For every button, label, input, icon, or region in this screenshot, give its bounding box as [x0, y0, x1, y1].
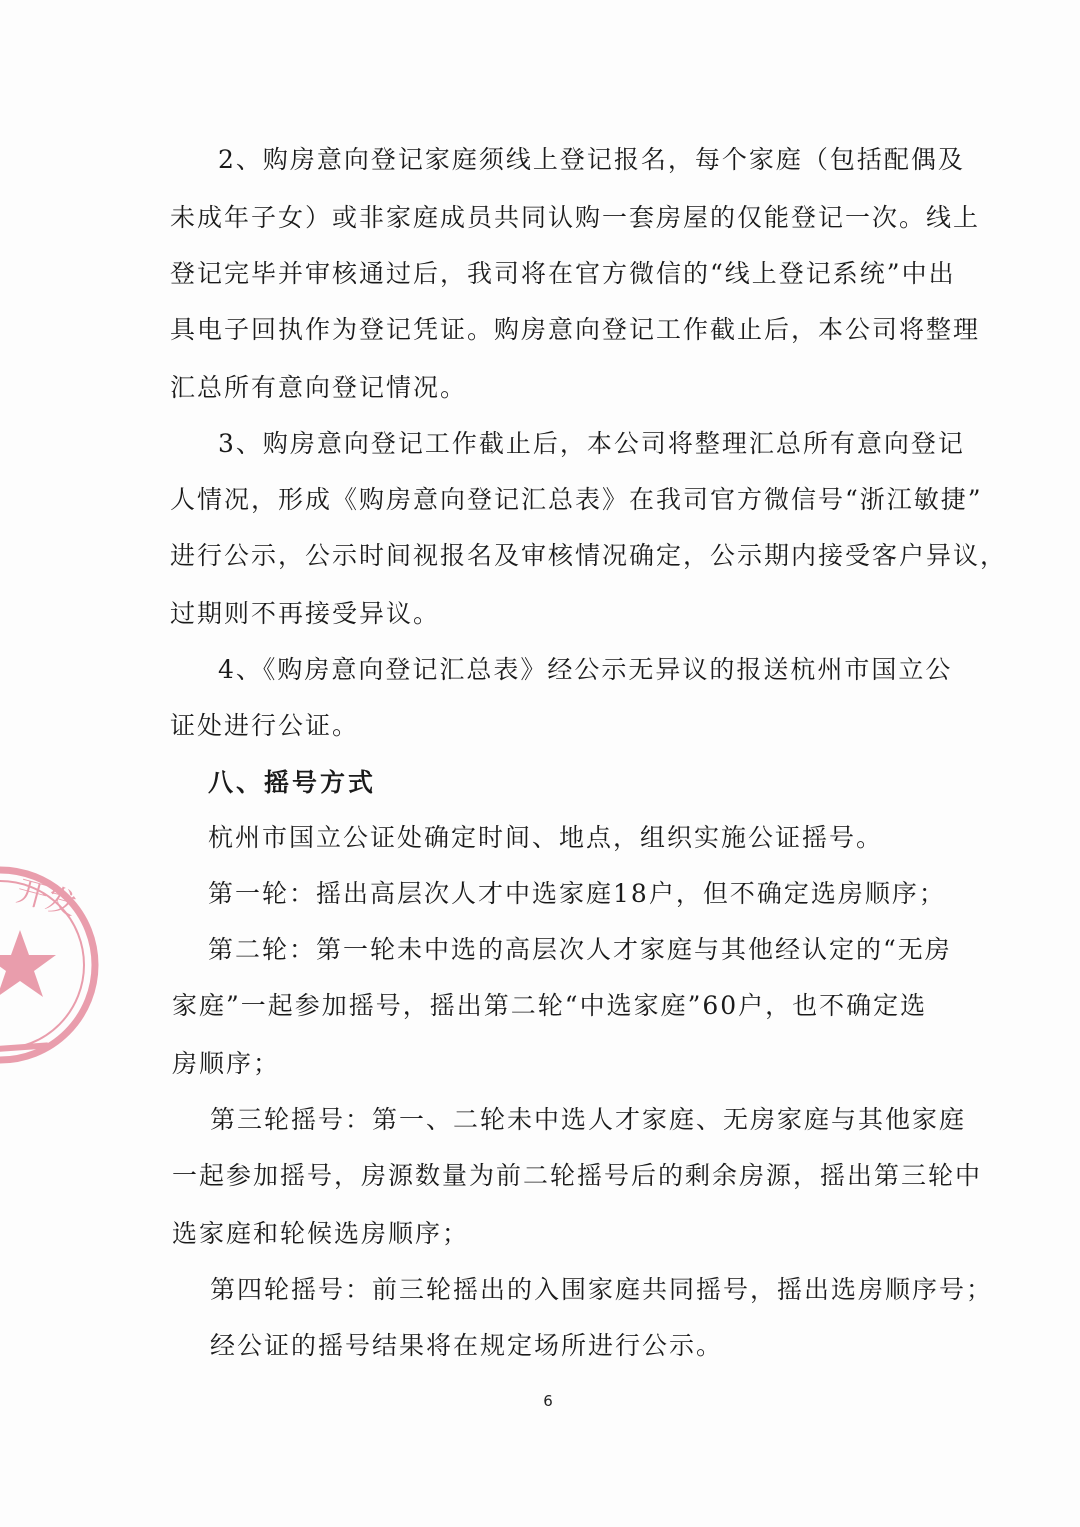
- round-4-paragraph: 第四轮摇号：前三轮摇出的入围家庭共同摇号，摇出选房顺序号；: [210, 1275, 994, 1304]
- round-2-line-1: 第二轮：第一轮未中选的高层次人才家庭与其他经认定的“无房: [208, 935, 952, 964]
- section-heading: 八、摇号方式: [208, 768, 377, 797]
- round-3-line-1: 第三轮摇号：第一、二轮未中选人才家庭、无房家庭与其他家庭: [210, 1105, 967, 1134]
- paragraph-2-line-1: 2、购房意向登记家庭须线上登记报名，每个家庭（包括配偶及: [218, 145, 965, 174]
- paragraph-2-line-2: 未成年子女）或非家庭成员共同认购一套房屋的仅能登记一次。线上: [170, 203, 981, 232]
- closing-paragraph: 经公证的摇号结果将在规定场所进行公示。: [210, 1331, 724, 1360]
- paragraph-3-line-3: 进行公示，公示时间视报名及审核情况确定，公示期内接受客户异议，: [170, 541, 1008, 570]
- page-number: 6: [543, 1392, 553, 1410]
- paragraph-2-line-5: 汇总所有意向登记情况。: [170, 373, 468, 402]
- paragraph-3-line-1: 3、购房意向登记工作截止后，本公司将整理汇总所有意向登记: [218, 429, 965, 458]
- paragraph-3-line-4: 过期则不再接受异议。: [170, 599, 441, 628]
- paragraph-2-line-4: 具电子回执作为登记凭证。购房意向登记工作截止后，本公司将整理: [170, 315, 981, 344]
- round-2-line-3: 房顺序；: [172, 1049, 281, 1078]
- round-3-line-2: 一起参加摇号，房源数量为前二轮摇号后的剩余房源，摇出第三轮中: [172, 1161, 983, 1190]
- paragraph-4-line-1: 4、《购房意向登记汇总表》经公示无异议的报送杭州市国立公: [218, 655, 953, 684]
- seal-text: 开发: [12, 873, 80, 924]
- paragraph-4-line-2: 证处进行公证。: [170, 711, 360, 740]
- section-paragraph-1: 杭州市国立公证处确定时间、地点，组织实施公证摇号。: [208, 823, 884, 852]
- company-seal-icon: [0, 855, 100, 1075]
- paragraph-3-line-2: 人情况，形成《购房意向登记汇总表》在我司官方微信号“浙江敏捷”: [170, 485, 983, 514]
- round-1-paragraph: 第一轮：摇出高层次人才中选家庭18户，但不确定选房顺序；: [208, 879, 946, 908]
- paragraph-2-line-3: 登记完毕并审核通过后，我司将在官方微信的“线上登记系统”中出: [170, 259, 956, 288]
- round-3-line-3: 选家庭和轮候选房顺序；: [172, 1219, 470, 1248]
- round-2-line-2: 家庭”一起参加摇号，摇出第二轮“中选家庭”60户，也不确定选: [172, 991, 928, 1020]
